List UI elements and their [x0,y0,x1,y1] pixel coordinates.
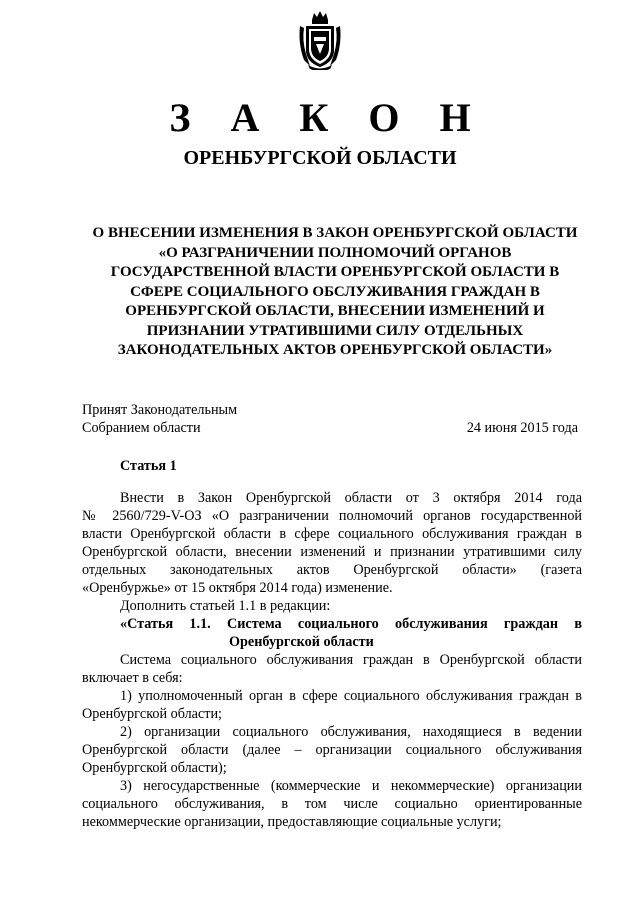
new-article-title-cont: Оренбургской области [229,634,374,650]
heading-line: СФЕРЕ СОЦИАЛЬНОГО ОБСЛУЖИВАНИЯ ГРАЖДАН В [130,283,540,300]
document-subtitle: ОРЕНБУРГСКОЙ ОБЛАСТИ [183,147,457,169]
content-line: 2) организации социального обслуживания, находящиеся в ведении [120,724,582,740]
heading-line: О ВНЕСЕНИИ ИЗМЕНЕНИЯ В ЗАКОН ОРЕНБУРГСКОЙ ОБЛАСТИ [92,225,578,241]
content-line: Система социального обслуживания граждан в Оренбургской области [120,652,582,668]
article-title: Статья 1 [120,458,177,474]
content-line: некоммерческие организации, предоставляющие социальные услуги; [82,814,502,830]
body-line: власти Оренбургской области в сфере социального обслуживания граждан в [82,526,582,542]
content-line: 3) негосударственные (коммерческие и некоммерческие) организации [120,778,582,794]
heading-line: ОРЕНБУРГСКОЙ ОБЛАСТИ, ВНЕСЕНИИ ИЗМЕНЕНИЙ И [125,303,545,319]
content-line: Оренбургской области; [82,706,222,722]
heading-line: ГОСУДАРСТВЕННОЙ ВЛАСТИ ОРЕНБУРГСКОЙ ОБЛАСТИ В [110,264,560,280]
body-line: № 2560/729-V-ОЗ «О разграничении полномочий органов государственной [82,508,582,524]
body-line: Дополнить статьей 1.1 в редакции: [120,598,331,614]
heading-line: «О РАЗГРАНИЧЕНИИ ПОЛНОМОЧИЙ ОРГАНОВ [158,244,512,261]
law-heading [75,224,595,361]
content-line: Оренбургской области); [82,760,227,776]
body-line: Оренбургской области, внесении изменений и признании утратившими силу [82,544,582,560]
new-article-title: «Статья 1.1. Система социального обслуживания граждан в [120,616,582,632]
coat-of-arms-emblem [296,10,344,70]
body-line: «Оренбуржье» от 15 октября 2014 года) изменение. [82,580,393,596]
heading-line: ЗАКОНОДАТЕЛЬНЫХ АКТОВ ОРЕНБУРГСКОЙ ОБЛАСТИ» [117,342,553,358]
content-line: социального обслуживания, в том числе социально ориентированные [82,796,582,812]
content-line: включает в себя: [82,670,183,686]
body-line: отдельных законодательных актов Оренбургской области» (газета [82,562,582,578]
adopted-by-line1: Принят Законодательным [82,402,238,418]
content-line: 1) уполномоченный орган в сфере социального обслуживания граждан в [120,688,582,704]
content-line: Оренбургской области (далее – организации социального обслуживания [82,742,582,758]
adopted-by-line2: Собранием области [82,420,201,436]
document-title: З А К О Н [169,95,486,140]
heading-line: ПРИЗНАНИИ УТРАТИВШИМИ СИЛУ ОТДЕЛЬНЫХ [146,322,524,339]
body-line: Внести в Закон Оренбургской области от 3 октября 2014 года [120,490,582,506]
adoption-date: 24 июня 2015 года [466,420,578,436]
